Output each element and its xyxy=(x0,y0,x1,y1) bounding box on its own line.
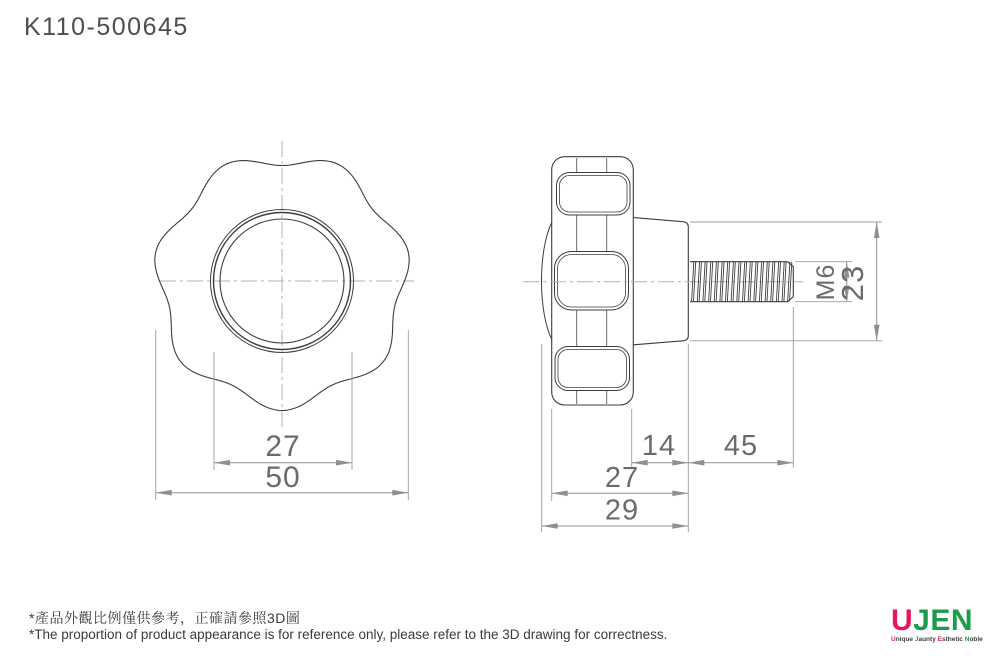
front-dim-27-label: 27 xyxy=(265,430,301,463)
front-dim-50 xyxy=(156,461,409,496)
side-dim-14-45 xyxy=(632,430,794,466)
footnote-chinese: *產品外觀比例僅供參考，正確請參照3D圖 xyxy=(29,610,301,626)
logo-brand-text: UJEN xyxy=(891,604,974,637)
side-view xyxy=(523,157,882,532)
front-dim-50-label: 50 xyxy=(265,461,301,494)
side-dim-23 xyxy=(835,222,880,341)
footnotes xyxy=(29,610,667,643)
side-dim-23-label: 23 xyxy=(835,264,870,302)
side-dim-27 xyxy=(552,462,689,496)
side-dim-14-label: 14 xyxy=(641,430,677,462)
footnote-english: *The proportion of product appearance is for reference only, please refer to the 3D drawing for correctness. xyxy=(29,627,668,642)
part-number-title: K110-500645 xyxy=(24,13,189,41)
ujen-logo xyxy=(891,606,991,644)
side-dim-29 xyxy=(542,495,689,529)
side-dim-29-label: 29 xyxy=(604,494,640,527)
hub-cone xyxy=(633,218,688,345)
front-bulge-arc xyxy=(542,222,553,340)
side-dim-m6-label: M6 xyxy=(812,263,840,301)
front-view xyxy=(155,141,414,500)
logo-tagline: Unique Jaunty Esthetic Noble xyxy=(891,636,983,643)
side-dim-27-label: 27 xyxy=(604,462,640,494)
side-dim-45-label: 45 xyxy=(723,430,759,462)
